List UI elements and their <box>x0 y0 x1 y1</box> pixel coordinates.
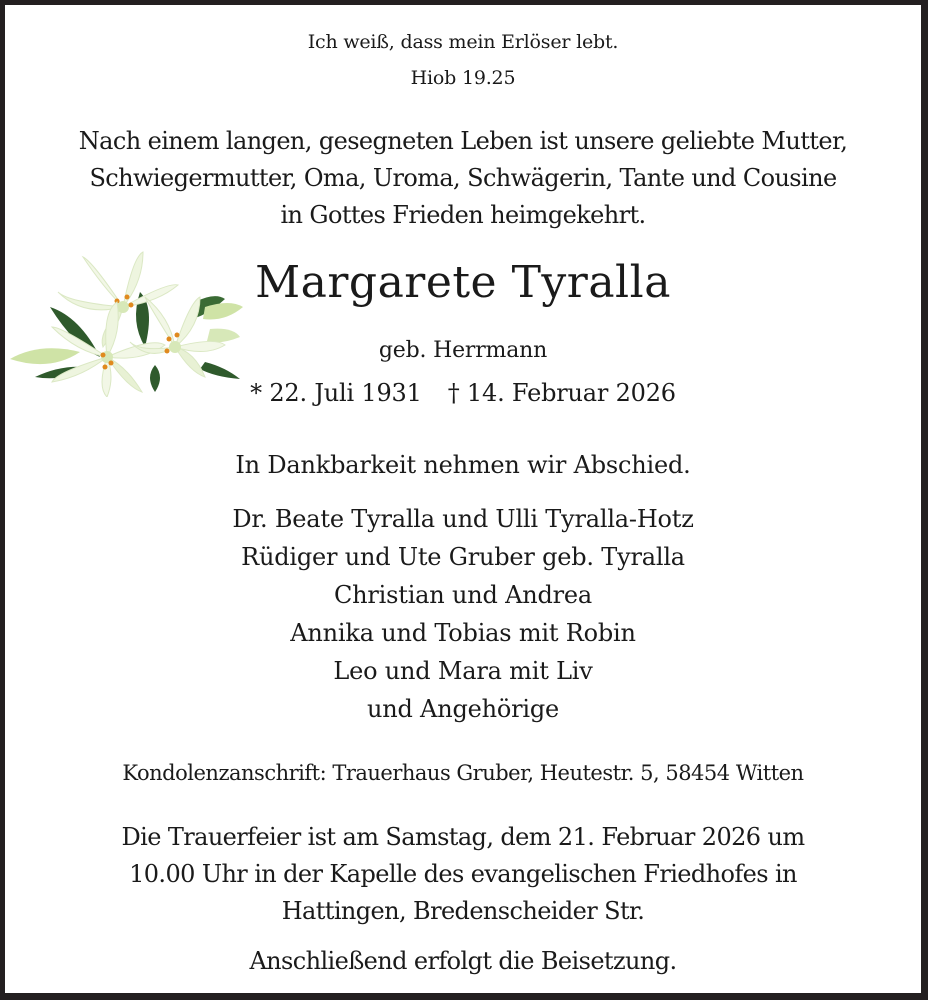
burial-note: Anschließend erfolgt die Beisetzung. <box>249 947 677 975</box>
mourner-2: Rüdiger und Ute Gruber geb. Tyralla <box>241 543 685 571</box>
bible-quote-source: Hiob 19.25 <box>410 67 516 89</box>
bible-quote: Ich weiß, dass mein Erlöser lebt. <box>307 31 619 53</box>
intro-line-1: Nach einem langen, gesegneten Leben ist unsere geliebte Mutter, <box>78 127 848 155</box>
ceremony-line-1: Die Trauerfeier ist am Samstag, dem 21. Februar 2026 um <box>121 823 805 851</box>
birth-date: * 22. Juli 1931 <box>250 379 422 407</box>
obituary-notice <box>5 5 921 993</box>
intro-line-2: Schwiegermutter, Oma, Uroma, Schwägerin, Tante und Cousine <box>89 164 837 192</box>
ceremony-line-2: 10.00 Uhr in der Kapelle des evangelischen Friedhofes in <box>129 860 797 888</box>
mourner-5: Leo und Mara mit Liv <box>333 657 593 685</box>
mourner-1: Dr. Beate Tyralla und Ulli Tyralla-Hotz <box>232 505 694 533</box>
farewell-text: In Dankbarkeit nehmen wir Abschied. <box>235 451 691 479</box>
mourner-6: und Angehörige <box>366 695 560 723</box>
condolence-address: Kondolenzanschrift: Trauerhaus Gruber, Heutestr. 5, 58454 Witten <box>122 761 804 785</box>
mourner-3: Christian und Andrea <box>333 581 593 609</box>
mourner-4: Annika und Tobias mit Robin <box>290 619 636 647</box>
deceased-name: Margarete Tyralla <box>255 257 671 308</box>
death-date: † 14. Februar 2026 <box>447 379 676 407</box>
maiden-name: geb. Herrmann <box>378 338 548 363</box>
ceremony-line-3: Hattingen, Bredenscheider Str. <box>281 897 645 925</box>
life-dates <box>5 379 921 407</box>
intro-line-3: in Gottes Frieden heimgekehrt. <box>280 201 646 229</box>
